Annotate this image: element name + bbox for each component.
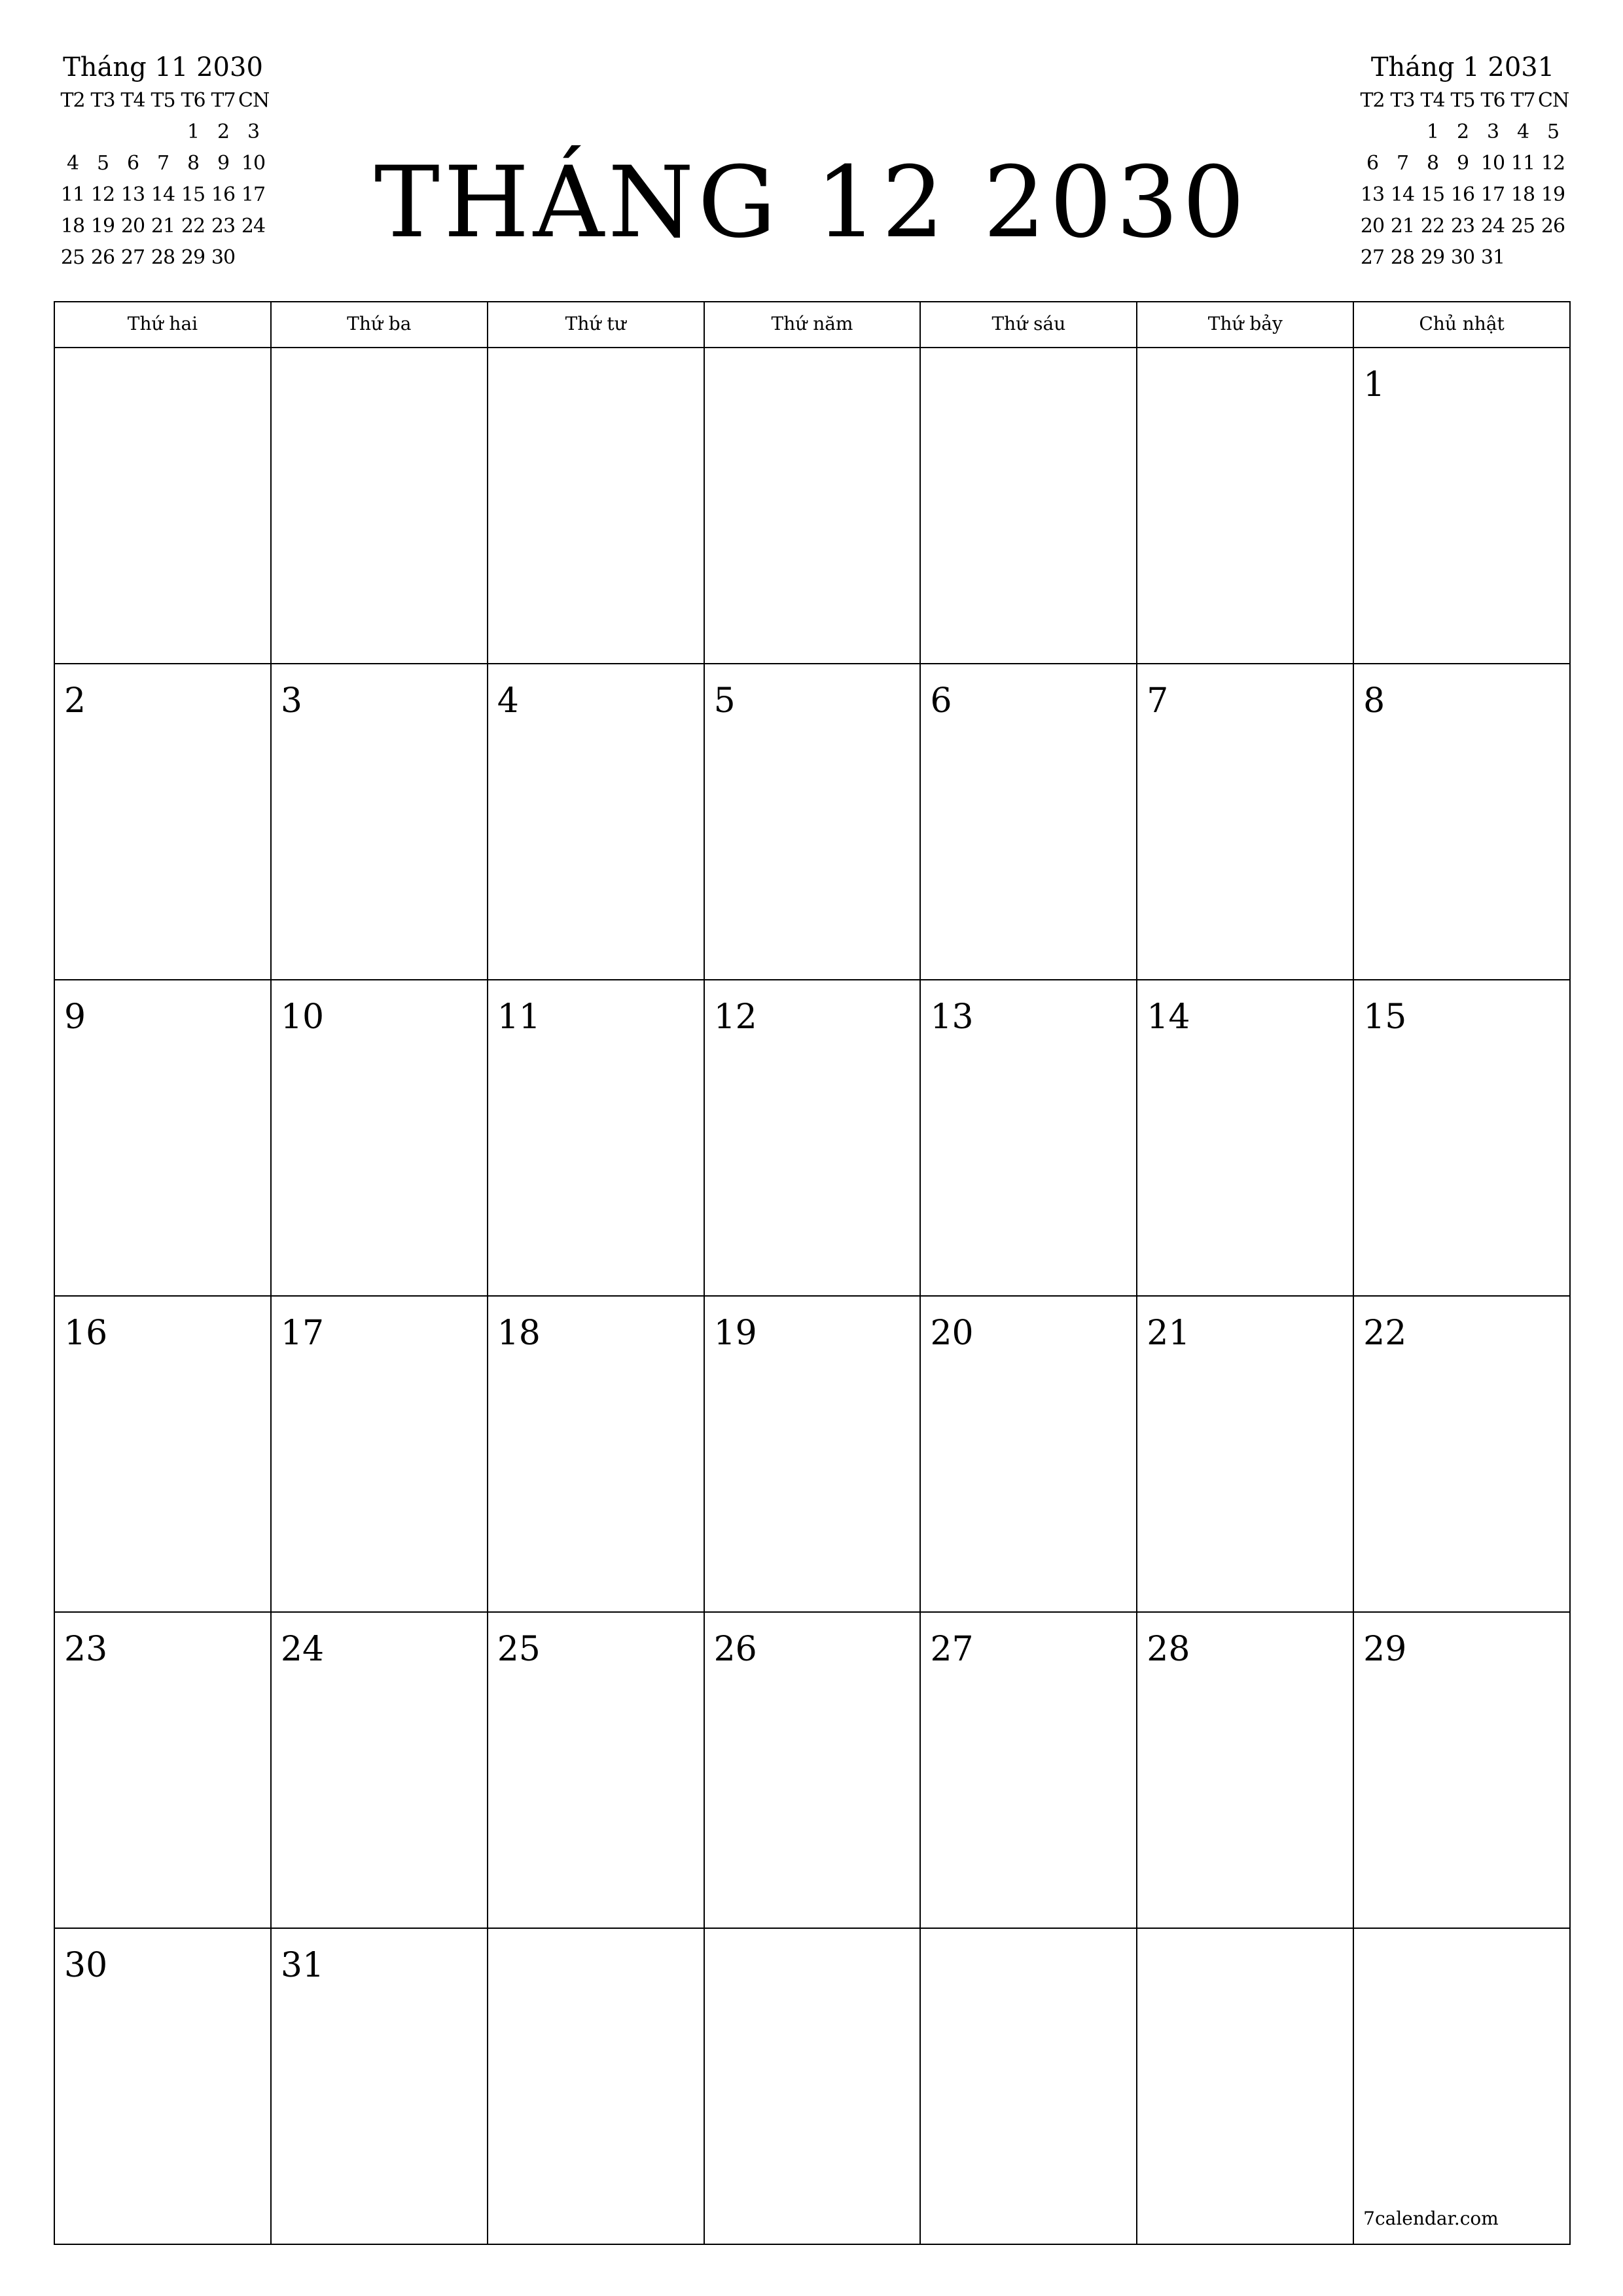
mini-day — [58, 117, 88, 148]
mini-day: 25 — [60, 246, 85, 269]
mini-day: 15 — [181, 183, 205, 206]
weekday-header: Thứ năm — [705, 302, 921, 348]
day-number: 6 — [930, 681, 952, 721]
mini-day: 27 — [120, 246, 145, 269]
day-cell — [1137, 1613, 1354, 1929]
day-number: 11 — [497, 997, 541, 1037]
day-cell — [921, 1613, 1137, 1929]
mini-day: 18 — [60, 215, 85, 238]
mini-day: 23 — [1450, 215, 1475, 238]
mini-day: 27 — [1360, 246, 1385, 269]
day-cell — [921, 348, 1137, 664]
mini-day — [148, 117, 178, 148]
mini-weekday-row — [1357, 85, 1568, 117]
mini-day: 8 — [187, 152, 200, 175]
day-cell — [488, 664, 705, 980]
day-number: 29 — [1363, 1630, 1407, 1669]
day-cell — [272, 980, 488, 1297]
mini-weekday: T5 — [1450, 89, 1475, 112]
mini-day: 10 — [241, 152, 266, 175]
day-number: 28 — [1147, 1630, 1190, 1669]
day-number: 24 — [280, 1630, 325, 1669]
mini-day: 15 — [1420, 183, 1445, 206]
mini-week-row — [1357, 179, 1568, 211]
week-row — [55, 1297, 1571, 1613]
mini-week-row — [58, 117, 268, 148]
mini-weekday: T6 — [181, 89, 205, 112]
day-number: 23 — [64, 1630, 108, 1669]
mini-day: 28 — [151, 246, 175, 269]
day-cell — [488, 1613, 705, 1929]
mini-day: 9 — [1456, 152, 1469, 175]
day-number: 31 — [280, 1946, 325, 1985]
day-number: 19 — [713, 1314, 757, 1353]
mini-day: 21 — [151, 215, 175, 238]
day-number: 16 — [64, 1314, 108, 1353]
mini-day — [1387, 117, 1418, 148]
mini-day: 13 — [120, 183, 145, 206]
day-cell — [921, 1297, 1137, 1613]
day-cell — [55, 664, 272, 980]
day-number: 22 — [1363, 1314, 1407, 1353]
mini-weekday: CN — [1538, 89, 1569, 112]
day-number: 3 — [280, 681, 302, 721]
mini-day: 1 — [187, 120, 200, 143]
mini-calendar-title: Tháng 1 2031 — [1370, 52, 1555, 82]
weekday-header-row — [55, 302, 1571, 348]
day-number: 20 — [930, 1314, 974, 1353]
weekday-header: Thứ tư — [488, 302, 705, 348]
page-title: THÁNG 12 2030 — [374, 146, 1249, 260]
day-cell — [272, 348, 488, 664]
mini-weekday: T2 — [1360, 89, 1385, 112]
mini-day — [1508, 242, 1538, 274]
mini-day — [1357, 117, 1387, 148]
day-cell — [55, 980, 272, 1297]
mini-weekday: T6 — [1480, 89, 1505, 112]
week-row — [55, 348, 1571, 664]
mini-day: 29 — [181, 246, 205, 269]
day-cell — [705, 1297, 921, 1613]
mini-day: 18 — [1510, 183, 1535, 206]
mini-calendar-title: Tháng 11 2030 — [63, 52, 263, 82]
day-cell — [1354, 348, 1571, 664]
mini-day: 19 — [1541, 183, 1565, 206]
day-cell — [272, 1297, 488, 1613]
day-number: 8 — [1363, 681, 1385, 721]
day-cell — [921, 980, 1137, 1297]
week-row — [55, 664, 1571, 980]
mini-day: 9 — [217, 152, 230, 175]
day-cell — [1137, 1929, 1354, 2245]
month-grid — [54, 301, 1571, 2245]
mini-day: 22 — [181, 215, 205, 238]
site-credit: 7calendar.com — [1363, 2208, 1499, 2229]
mini-day: 30 — [1450, 246, 1475, 269]
mini-day: 16 — [1450, 183, 1475, 206]
mini-day: 10 — [1480, 152, 1505, 175]
mini-day: 11 — [60, 183, 85, 206]
mini-weekday: T3 — [90, 89, 115, 112]
day-number: 15 — [1363, 997, 1407, 1037]
weekday-header: Thứ ba — [272, 302, 488, 348]
mini-day: 26 — [90, 246, 115, 269]
day-cell — [1354, 1613, 1571, 1929]
mini-day: 28 — [1390, 246, 1415, 269]
mini-day: 3 — [1486, 120, 1499, 143]
day-number: 10 — [280, 997, 325, 1037]
day-cell — [705, 980, 921, 1297]
mini-day: 5 — [96, 152, 109, 175]
day-number: 17 — [280, 1314, 325, 1353]
mini-weekday: T4 — [120, 89, 145, 112]
mini-day: 12 — [90, 183, 115, 206]
day-cell — [488, 1297, 705, 1613]
mini-day: 20 — [120, 215, 145, 238]
mini-day: 31 — [1480, 246, 1505, 269]
mini-weekday: CN — [238, 89, 270, 112]
day-cell — [705, 1613, 921, 1929]
day-cell — [272, 664, 488, 980]
mini-day: 6 — [126, 152, 139, 175]
day-number: 7 — [1147, 681, 1169, 721]
mini-week-row — [1357, 117, 1568, 148]
weekday-header: Thứ bảy — [1137, 302, 1354, 348]
mini-day: 3 — [247, 120, 260, 143]
mini-day: 17 — [1480, 183, 1505, 206]
day-cell — [1137, 348, 1354, 664]
mini-week-row — [1357, 242, 1568, 274]
weekday-header: Chủ nhật — [1354, 302, 1571, 348]
day-number: 26 — [713, 1630, 757, 1669]
mini-weekday: T5 — [151, 89, 175, 112]
day-number: 12 — [713, 997, 757, 1037]
day-number: 18 — [497, 1314, 541, 1353]
mini-week-row — [1357, 211, 1568, 242]
day-number: 9 — [64, 997, 86, 1037]
mini-day: 1 — [1426, 120, 1439, 143]
day-number: 5 — [713, 681, 736, 721]
day-cell — [705, 664, 921, 980]
mini-day — [118, 117, 148, 148]
mini-day: 30 — [211, 246, 236, 269]
day-number: 2 — [64, 681, 86, 721]
mini-calendar-next-month — [1357, 51, 1568, 274]
mini-day: 26 — [1541, 215, 1565, 238]
mini-day: 5 — [1546, 120, 1560, 143]
day-cell — [488, 348, 705, 664]
mini-day: 2 — [1456, 120, 1469, 143]
mini-day: 12 — [1541, 152, 1565, 175]
day-cell — [55, 1929, 272, 2245]
mini-day: 25 — [1510, 215, 1535, 238]
day-number: 4 — [497, 681, 519, 721]
mini-weekday: T7 — [1510, 89, 1535, 112]
day-cell — [705, 1929, 921, 2245]
mini-day: 2 — [217, 120, 230, 143]
day-cell — [1137, 1297, 1354, 1613]
mini-day: 22 — [1420, 215, 1445, 238]
day-number: 13 — [930, 997, 974, 1037]
day-cell — [1137, 980, 1354, 1297]
day-cell — [55, 348, 272, 664]
mini-day: 24 — [241, 215, 266, 238]
day-cell — [705, 348, 921, 664]
mini-day: 23 — [211, 215, 236, 238]
mini-day: 7 — [156, 152, 169, 175]
day-cell — [1354, 1297, 1571, 1613]
week-row — [55, 1613, 1571, 1929]
day-cell — [1137, 664, 1354, 980]
day-cell — [1354, 980, 1571, 1297]
mini-weekday: T7 — [211, 89, 236, 112]
mini-day: 6 — [1366, 152, 1379, 175]
mini-weekday: T3 — [1390, 89, 1415, 112]
weekday-header: Thứ hai — [55, 302, 272, 348]
day-number: 1 — [1363, 365, 1385, 404]
day-cell — [921, 664, 1137, 980]
day-number: 30 — [64, 1946, 108, 1985]
day-cell — [272, 1613, 488, 1929]
mini-day: 17 — [241, 183, 266, 206]
mini-day: 20 — [1360, 215, 1385, 238]
day-number: 14 — [1147, 997, 1190, 1037]
day-cell — [272, 1929, 488, 2245]
day-cell — [921, 1929, 1137, 2245]
mini-day: 4 — [1516, 120, 1529, 143]
mini-day: 14 — [1390, 183, 1415, 206]
day-cell — [488, 1929, 705, 2245]
mini-day: 16 — [211, 183, 236, 206]
mini-weekday-row — [58, 85, 268, 117]
day-cell — [1354, 664, 1571, 980]
day-number: 25 — [497, 1630, 541, 1669]
mini-day: 8 — [1426, 152, 1439, 175]
day-cell — [55, 1297, 272, 1613]
mini-day — [1538, 242, 1568, 274]
day-cell — [488, 980, 705, 1297]
day-cell — [55, 1613, 272, 1929]
day-number: 27 — [930, 1630, 974, 1669]
day-number: 21 — [1147, 1314, 1190, 1353]
mini-day: 4 — [66, 152, 79, 175]
week-row — [55, 1929, 1571, 2245]
mini-day: 11 — [1510, 152, 1535, 175]
mini-day: 21 — [1390, 215, 1415, 238]
mini-week-row — [1357, 148, 1568, 179]
mini-day — [88, 117, 118, 148]
mini-day: 19 — [90, 215, 115, 238]
mini-day: 13 — [1360, 183, 1385, 206]
mini-weekday: T2 — [60, 89, 85, 112]
mini-weekday: T4 — [1420, 89, 1445, 112]
mini-day: 7 — [1396, 152, 1409, 175]
mini-day: 24 — [1480, 215, 1505, 238]
mini-day: 14 — [151, 183, 175, 206]
week-row — [55, 980, 1571, 1297]
weekday-header: Thứ sáu — [921, 302, 1137, 348]
mini-day: 29 — [1420, 246, 1445, 269]
day-cell — [1354, 1929, 1571, 2245]
